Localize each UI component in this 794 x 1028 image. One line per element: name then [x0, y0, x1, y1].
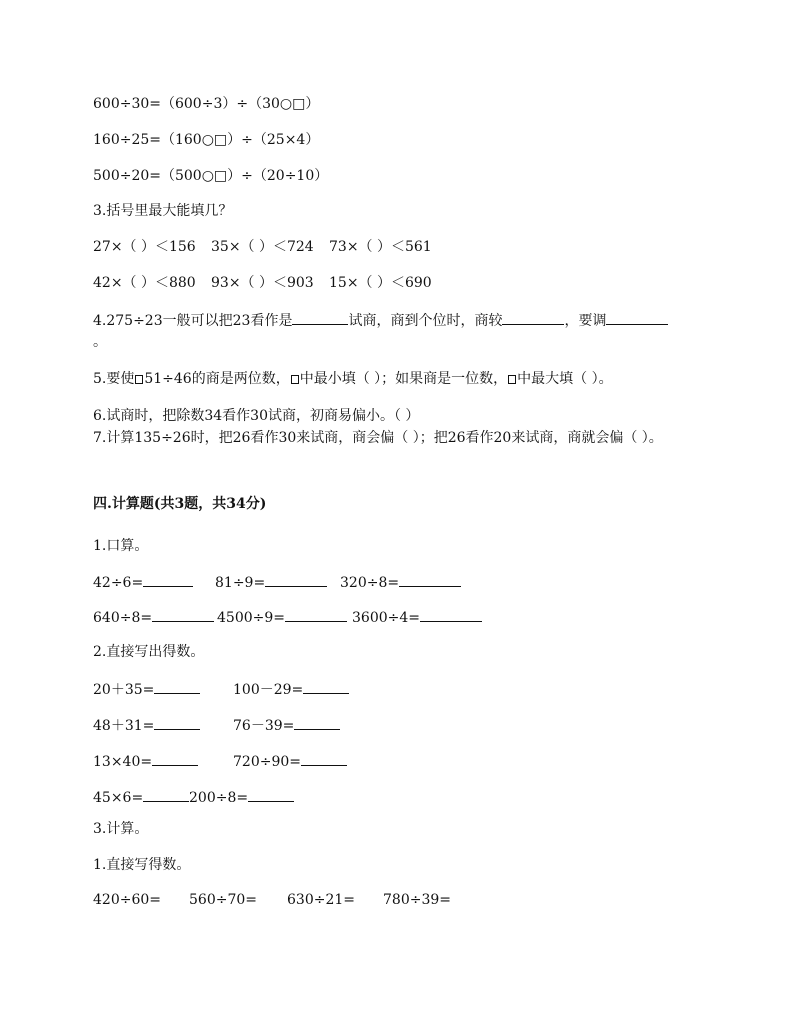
- question-3-title: 3.括号里最大能填几？: [93, 203, 233, 219]
- inequality-item: 42×（ ）＜880: [93, 275, 196, 291]
- question-7: 7.计算135÷26时，把26看作30来试商，商会偏（ ）；把26看作20来试商，商就会偏（ ）。: [93, 430, 663, 446]
- answer-blank[interactable]: [143, 572, 193, 587]
- calc-item: 81÷9=: [215, 575, 266, 591]
- answer-blank[interactable]: [152, 751, 198, 766]
- calc-3-subtitle: 1.直接写得数。: [93, 857, 191, 873]
- answer-blank[interactable]: [292, 310, 348, 325]
- answer-blank[interactable]: [420, 607, 482, 622]
- calc-item: 780÷39=: [383, 892, 451, 908]
- inequality-item: 35×（ ）＜724: [211, 239, 314, 255]
- calc-item: 13×40=: [93, 754, 153, 770]
- calc-item: 48＋31=: [93, 718, 155, 734]
- answer-blank[interactable]: [154, 679, 200, 694]
- blank-box-icon: [135, 375, 143, 384]
- calc-3-row: [93, 891, 451, 909]
- calc-2-row-1: [93, 679, 349, 699]
- calc-item: 42÷6=: [93, 575, 144, 591]
- calc-item: 3600÷4=: [352, 610, 420, 626]
- equation-line-3: 500÷20=（500○□）÷（20÷10）: [93, 168, 329, 184]
- answer-blank[interactable]: [154, 715, 200, 730]
- calc-2-row-4: [93, 787, 294, 807]
- answer-blank[interactable]: [143, 787, 189, 802]
- calc-3-title: 3.计算。: [93, 821, 149, 837]
- calc-item: 320÷8=: [340, 575, 400, 591]
- question-5-part-a: 5.要使: [93, 371, 135, 387]
- calc-item: 420÷60=: [93, 892, 161, 908]
- calc-item: 640÷8=: [93, 610, 153, 626]
- answer-blank[interactable]: [248, 787, 294, 802]
- calc-item: 100－29=: [233, 682, 304, 698]
- section-4-heading: 四.计算题(共3题，共34分): [93, 496, 267, 512]
- question-4-part-a: 4.275÷23一般可以把23看作是: [93, 313, 293, 329]
- answer-blank[interactable]: [502, 310, 564, 325]
- answer-blank[interactable]: [152, 607, 214, 622]
- question-4-end: 。: [93, 334, 107, 350]
- blank-box-icon: [508, 375, 516, 384]
- question-5-part-b: 51÷46的商是两位数，: [144, 371, 290, 387]
- answer-blank[interactable]: [294, 715, 340, 730]
- inequality-item: 15×（ ）＜690: [329, 275, 432, 291]
- inequality-item: 27×（ ）＜156: [93, 239, 196, 255]
- calc-item: 20＋35=: [93, 682, 155, 698]
- inequality-item: 93×（ ）＜903: [211, 275, 314, 291]
- calc-item: 76－39=: [233, 718, 295, 734]
- question-4-part-c: ，要调: [564, 313, 607, 329]
- question-5: [93, 370, 613, 388]
- answer-blank[interactable]: [606, 310, 668, 325]
- calc-1-row-2: [93, 607, 482, 627]
- calc-item: 4500÷9=: [217, 610, 285, 626]
- question-5-part-d: 中最大填（ ）。: [517, 371, 613, 387]
- inequality-row-1: [93, 238, 432, 256]
- calc-2-row-2: [93, 715, 340, 735]
- question-4-part-b: 试商，商到个位时，商较: [348, 313, 503, 329]
- calc-item: 630÷21=: [287, 892, 355, 908]
- calc-item: 720÷90=: [233, 754, 301, 770]
- question-4: [93, 310, 668, 330]
- calc-2-row-3: [93, 751, 347, 771]
- inequality-item: 73×（ ）＜561: [329, 239, 432, 255]
- calc-item: 200÷8=: [189, 790, 249, 806]
- blank-box-icon: [291, 375, 299, 384]
- answer-blank[interactable]: [285, 607, 347, 622]
- equation-line-2: 160÷25=（160○□）÷（25×4）: [93, 132, 320, 148]
- calc-item: 45×6=: [93, 790, 144, 806]
- equation-line-1: 600÷30=（600÷3）÷（30○□）: [93, 96, 320, 112]
- answer-blank[interactable]: [399, 572, 461, 587]
- question-5-part-c: 中最小填（ ）；如果商是一位数，: [299, 371, 508, 387]
- calc-1-row-1: [93, 572, 461, 592]
- calc-1-title: 1.口算。: [93, 538, 149, 554]
- answer-blank[interactable]: [303, 679, 349, 694]
- question-6: 6.试商时，把除数34看作30试商，初商易偏小。（ ）: [93, 408, 420, 424]
- answer-blank[interactable]: [301, 751, 347, 766]
- inequality-row-2: [93, 274, 432, 292]
- calc-item: 560÷70=: [189, 892, 257, 908]
- calc-2-title: 2.直接写出得数。: [93, 644, 205, 660]
- answer-blank[interactable]: [265, 572, 327, 587]
